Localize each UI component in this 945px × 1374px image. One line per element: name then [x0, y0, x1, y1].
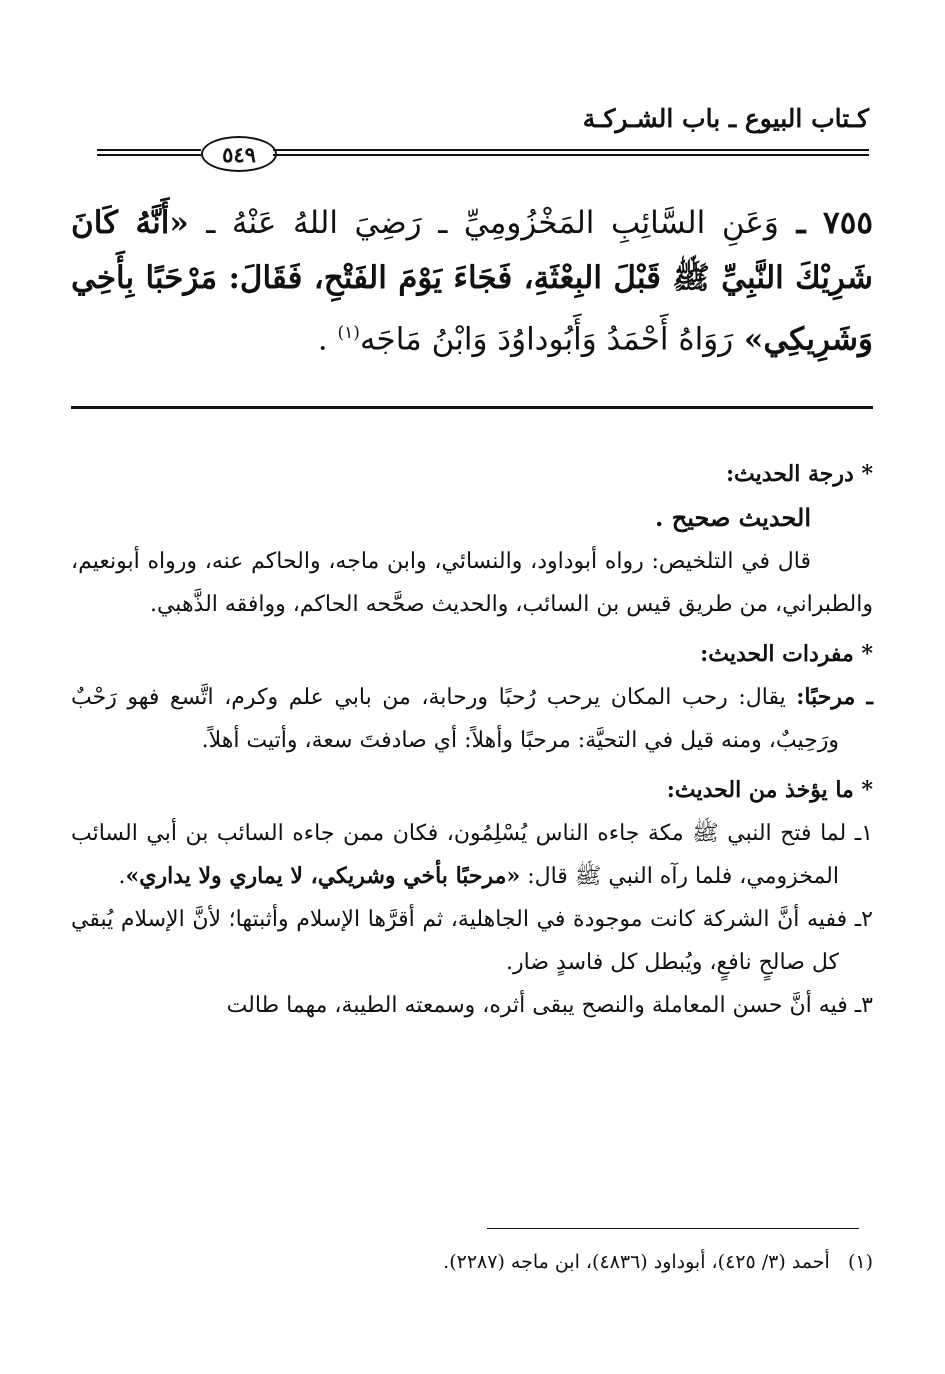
lesson-item-2: [71, 898, 873, 984]
vocab-heading: * مفردات الحديث:: [700, 641, 873, 667]
header-rule-right: [273, 149, 869, 156]
lesson-item-1: [71, 812, 873, 898]
lesson-text: فيه أنَّ حسن المعاملة والنصح يبقى أثره، وسمعته الطيبة، مهما طالت: [226, 993, 855, 1018]
running-title: كـتاب البيوع ـ باب الشـركـة: [582, 104, 869, 133]
commentary: [71, 452, 873, 1027]
footnote-rule: [487, 1228, 859, 1229]
lessons-heading: * ما يؤخذ من الحديث:: [666, 777, 873, 803]
lesson-text: لما فتح النبي ﷺ مكة جاءه الناس يُسْلِمُون، فكان ممن جاءه السائب بن أبي السائب المخزومي، فلما رآه النبي ﷺ قال:: [71, 821, 855, 889]
footnote: [71, 1247, 873, 1277]
footnote-text: أحمد (٣/ ٤٢٥)، أبوداود (٤٨٣٦)، ابن ماجه (٢٢٨٧).: [443, 1251, 830, 1273]
lesson-end: .: [118, 864, 126, 889]
hadith-text-block: [71, 196, 873, 367]
lesson-number: ٢ـ: [854, 907, 873, 932]
hadith-attribution: رَوَاهُ أَحْمَدُ وَأَبُوداوُدَ وَابْنُ مَاجَه: [359, 321, 734, 358]
lesson-quote: «مرحبًا بأخي وشريكي، لا يماري ولا يداري»: [125, 863, 521, 889]
lesson-number: ٣ـ: [854, 993, 873, 1018]
footnote-reference: (١): [337, 323, 360, 343]
lesson-number: ١ـ: [854, 821, 873, 846]
lesson-text: ففيه أنَّ الشركة كانت موجودة في الجاهلية، ثم أقرَّها الإسلام وأثبتها؛ لأنَّ الإسلام يُبقي كل صالحٍ نافعٍ، ويُبطل كل فاسدٍ ضار.: [71, 907, 855, 975]
header-rule-left: [97, 149, 201, 156]
grade-heading: * درجة الحديث:: [725, 461, 873, 487]
hadith-end: .: [317, 321, 338, 358]
footnote-marker: (١): [847, 1251, 873, 1273]
page-number: ٥٤٩: [201, 136, 277, 172]
hadith-matn: «أَنَّهُ كَانَ شَرِيْكَ النَّبِيِّ ﷺ قَبْلَ البِعْثَةِ، فَجَاءَ يَوْمَ الفَتْحِ، فَقَالَ: مَرْحَبًا بِأَخِي وَشَرِيكِي»: [71, 205, 873, 358]
hadith-intro: وَعَنِ السَّائِبِ المَخْزُومِيِّ ـ رَضِيَ اللهُ عَنْهُ ـ: [206, 205, 779, 241]
section-divider: [71, 406, 873, 409]
vocab-term: ـ مرحبًا:: [796, 684, 873, 710]
grade-verdict: الحديث صحيح .: [655, 503, 811, 532]
lesson-item-3: [71, 984, 873, 1027]
hadith-number: ٧٥٥ ـ: [796, 205, 873, 241]
grade-paragraph: قال في التلخيص: رواه أبوداود، والنسائي، وابن ماجه، والحاكم عنه، ورواه أبونعيم، والطبراني، من طريق قيس بن السائب، والحديث صحَّحه الحاكم، ووافقه الذَّهبي.: [71, 549, 873, 617]
vocab-entry: [71, 676, 873, 762]
vocab-definition: يقال: رحب المكان يرحب رُحبًا ورحابة، من بابي علم وكرم، اتَّسع فهو رَحْبٌ ورَحِيبٌ، ومنه قيل في التحيَّة: مرحبًا وأهلاً: أي صادفتَ سعة، وأتيت أهلاً.: [71, 685, 839, 753]
